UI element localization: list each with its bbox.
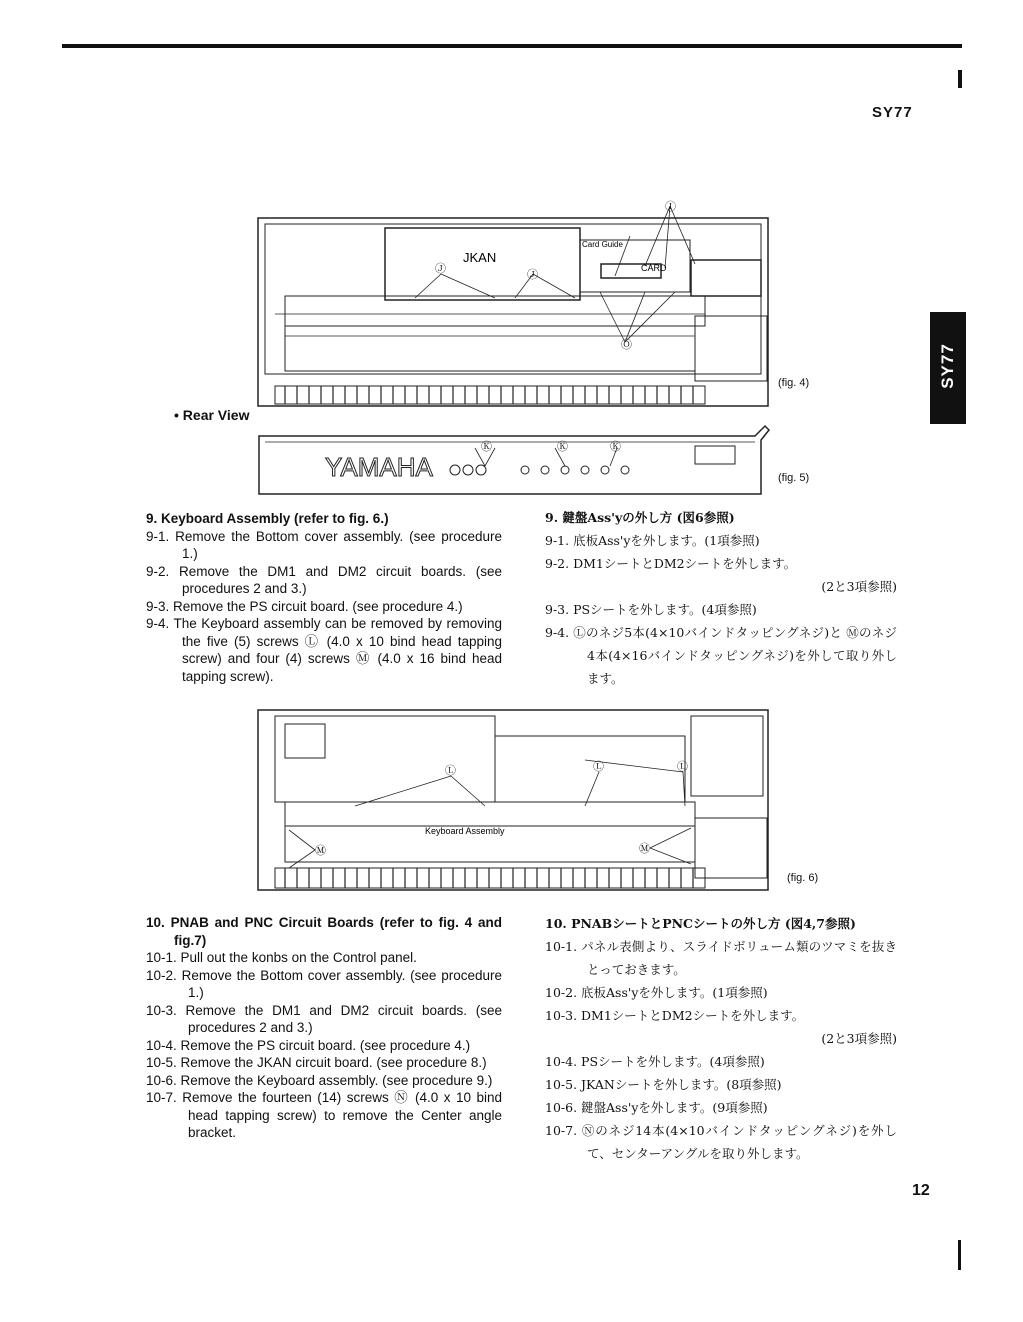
section10-title-jp: 10. PNABシートとPNCシートの外し方 (図4,7参照) (545, 916, 856, 931)
section9-title-jp: 9. 鍵盤Ass'yの外し方 (図6参照) (545, 510, 735, 525)
step-10-3-jp: 10-3. DM1シートとDM2シートを外します。 (545, 1008, 805, 1023)
step-10-7: 10-7. Remove the fourteen (14) screws Ⓝ (4.0 x 10 bind head tapping screw) to remove the Center angle bracket. (146, 1090, 502, 1140)
section9-japanese (545, 506, 897, 690)
key-comb (285, 386, 693, 404)
jkan-label: JKAN (463, 250, 497, 265)
step-9-1-jp: 9-1. 底板Ass'yを外します。(1項参照) (545, 533, 760, 548)
section9-title: 9. Keyboard Assembly (refer to fig. 6.) (146, 511, 389, 526)
step-10-7-jp: 10-7. Ⓝのネジ14本(4×10バインドタッピングネジ)を外して、センターアングルを取り外します。 (545, 1123, 897, 1161)
screw-l-label-3: Ⓛ (677, 761, 688, 773)
step-10-3: 10-3. Remove the DM1 and DM2 circuit boards. (see procedures 2 and 3.) (146, 1002, 502, 1035)
section10-title: 10. PNAB and PNC Circuit Boards (refer to fig. 4 and fig.7) (146, 915, 502, 948)
screw-i-label: Ⓘ (665, 201, 676, 213)
step-10-2: 10-2. Remove the Bottom cover assembly. (see procedure 1.) (146, 967, 502, 1000)
page-number: 12 (912, 1182, 930, 1199)
yamaha-logo: YAMAHA (325, 452, 433, 482)
step-9-4-jp: 9-4. Ⓛのネジ5本(4×10バインドタッピングネジ)と Ⓜのネジ4本(4×16バインドタッピングネジ)を外して取り外します。 (545, 625, 897, 686)
fig5-caption: (fig. 5) (778, 472, 810, 484)
step-10-4: 10-4. Remove the PS circuit board. (see procedure 4.) (146, 1037, 471, 1053)
step-10-6: 10-6. Remove the Keyboard assembly. (see procedure 9.) (146, 1072, 493, 1088)
top-rule (62, 44, 962, 48)
keyboard-assembly-label: Keyboard Assembly (425, 826, 505, 836)
step-9-2-jp: 9-2. DM1シートとDM2シートを外します。 (545, 556, 797, 571)
card-label: CARD (641, 263, 667, 273)
step-10-1-jp: 10-1. パネル表側より、スライドボリューム類のツマミを抜きとっておきます。 (545, 939, 897, 977)
right-edge-mark (958, 70, 962, 88)
chassis-outline (258, 218, 768, 406)
section9-english (146, 510, 502, 685)
fig4-chassis-diagram (255, 196, 775, 410)
screw-o-label: Ⓞ (621, 339, 632, 351)
step-9-1: 9-1. Remove the Bottom cover assembly. (see procedure 1.) (146, 528, 502, 561)
section10-japanese (545, 912, 897, 1165)
section10-english (146, 914, 502, 1142)
screw-k-label-1: Ⓚ (481, 441, 492, 453)
step-9-2: 9-2. Remove the DM1 and DM2 circuit boards. (see procedures 2 and 3.) (146, 563, 502, 596)
screw-k-label-3: Ⓚ (610, 441, 621, 453)
fig4-caption: (fig. 4) (778, 377, 810, 389)
screw-m-label-right: Ⓜ (639, 843, 650, 855)
model-header: SY77 (872, 104, 913, 121)
screw-k-label-2: Ⓚ (557, 441, 568, 453)
right-edge-mark-bottom (958, 1240, 961, 1270)
step-9-3: 9-3. Remove the PS circuit board. (see procedure 4.) (146, 598, 463, 614)
rear-view-label: • Rear View (174, 407, 250, 423)
step-10-1: 10-1. Pull out the konbs on the Control panel. (146, 950, 417, 965)
screw-l-label-1: Ⓛ (445, 765, 456, 777)
step-10-6-jp: 10-6. 鍵盤Ass'yを外します。(9項参照) (545, 1100, 768, 1115)
step-10-5: 10-5. Remove the JKAN circuit board. (see procedure 8.) (146, 1055, 487, 1070)
step-10-4-jp: 10-4. PSシートを外します。(4項参照) (545, 1054, 765, 1069)
key-comb (285, 868, 693, 888)
step-10-2-jp: 10-2. 底板Ass'yを外します。(1項参照) (545, 985, 768, 1000)
side-tab (930, 312, 966, 424)
step-10-5-jp: 10-5. JKANシートを外します。(8項参照) (545, 1077, 782, 1092)
step-9-3-jp: 9-3. PSシートを外します。(4項参照) (545, 602, 757, 617)
step-9-4: 9-4. The Keyboard assembly can be removed by removing the five (5) screws Ⓛ (4.0 x 10 bind head tapping screw) and four (4) screws Ⓜ (4.0 x 16 bind head tapping screw). (146, 616, 502, 684)
side-tab-label: SY77 (938, 343, 957, 389)
screw-j-label-left: Ⓙ (435, 263, 446, 275)
fig6-caption: (fig. 6) (787, 872, 819, 884)
screw-j-label-right: Ⓙ (527, 269, 538, 281)
screw-m-label-left: Ⓜ (315, 845, 326, 857)
card-guide-label: Card Guide (582, 240, 623, 249)
screw-l-label-2: Ⓛ (593, 761, 604, 773)
step-10-3-ref-jp: (2と3項参照) (821, 1031, 897, 1046)
fig5-rear-panel-diagram (255, 418, 775, 498)
fig6-keyboard-assembly-diagram (255, 706, 775, 892)
step-9-2-ref-jp: (2と3項参照) (821, 579, 897, 594)
